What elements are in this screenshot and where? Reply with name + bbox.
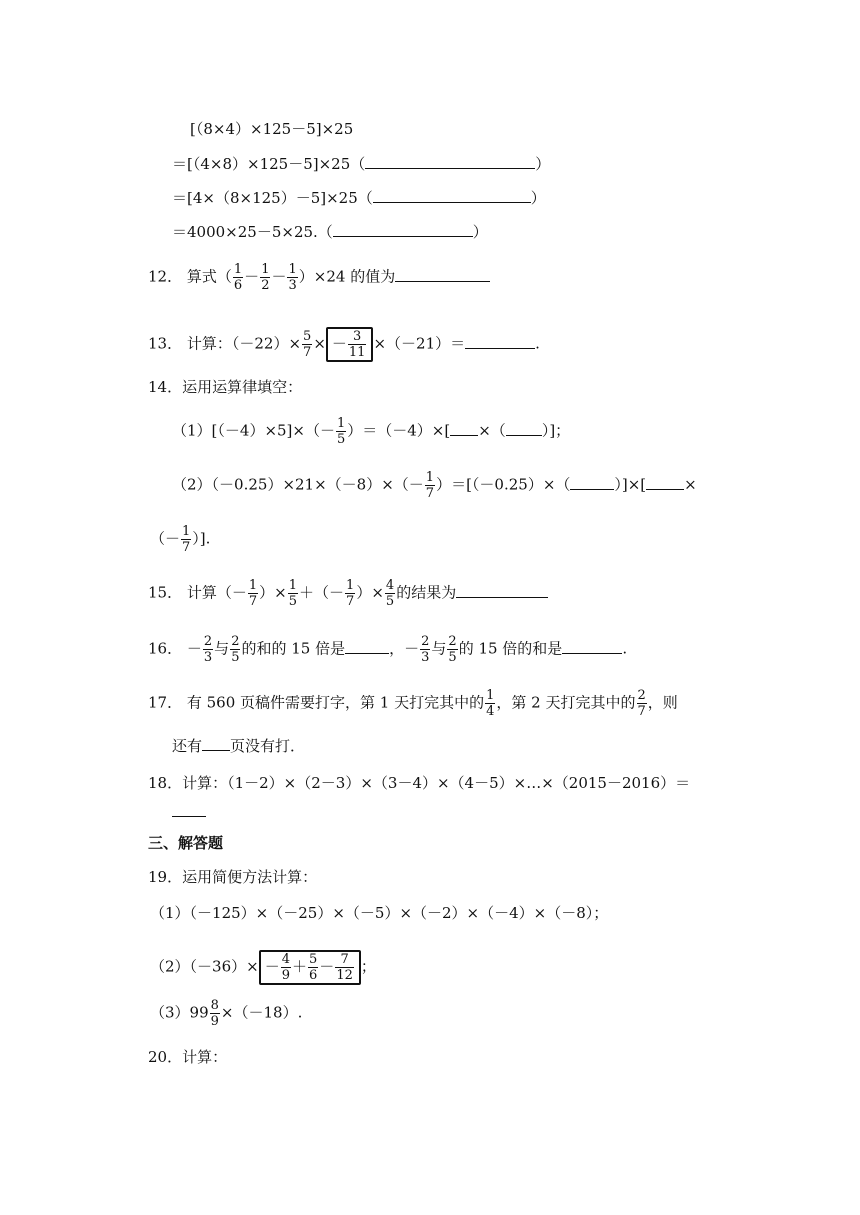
question-16: 16． － $\frac{2}{3}$ 与 $\frac{2}{5}$ 的和的 15 倍是 ，－ $\frac{2}{3}$ 与 $\frac{2}{5}$ 的 15 倍的和是 .	[148, 634, 628, 665]
fraction: $\frac{5}{6}$	[309, 952, 318, 983]
section-heading: 三、解答题	[148, 834, 224, 852]
question-number: 20．	[148, 1048, 183, 1066]
question-text: 算式（	[186, 267, 232, 286]
close-paren: ）	[530, 189, 546, 207]
fraction: $\frac{1}{7}$	[182, 524, 191, 555]
question-text: 计算：（1－2）×（2－3）×（3－4）×（4－5）×…×（2015－2016）＝	[182, 774, 691, 792]
question-12: 12． 算式（ $\frac{1}{6}$ － $\frac{1}{2}$ － $\frac{1}{3}$ ）×24 的值为	[148, 262, 490, 293]
answer-blank[interactable]	[172, 800, 206, 817]
question-15: 15． 计算（－ $\frac{1}{7}$ ）× $\frac{1}{5}$ ＋（－ $\frac{1}{7}$ ）× $\frac{4}{5}$ 的结果为	[148, 578, 548, 609]
question-14	[148, 376, 302, 398]
fraction: $\frac{2}{7}$	[637, 688, 646, 719]
fraction: $\frac{1}{4}$	[486, 688, 495, 719]
fraction: $\frac{8}{9}$	[210, 998, 219, 1029]
answer-blank[interactable]	[202, 734, 230, 751]
question-number: 19．	[148, 868, 183, 886]
question-19-part-3: （3）99 $\frac{8}{9}$ ×（－18）.	[150, 998, 303, 1029]
question-13: 13． 计算：（－22）× $\frac{5}{7}$ × － $\frac{3}{11}$ ×（－21）＝ .	[148, 329, 540, 360]
question-number: 18．	[148, 774, 183, 792]
fraction: $\frac{1}{2}$	[261, 262, 270, 293]
close-paren: ）	[535, 155, 551, 173]
question-14-part-2: （2）（－0.25）×21×（－8）×（－ $\frac{1}{7}$ ）＝[（－0.25）×（ ）]×[ ×	[172, 470, 697, 501]
question-19-part-2: （2）（－36）× － $\frac{4}{9}$ ＋ $\frac{5}{6}$ － $\frac{7}{12}$ ；	[150, 952, 376, 983]
question-14-part-1: （1）[（－4）×5]×（－ $\frac{1}{5}$ ）＝（－4）×[ ×（ ）]；	[172, 416, 571, 447]
question-18	[148, 772, 690, 794]
answer-blank[interactable]	[373, 186, 531, 203]
answer-blank[interactable]	[450, 419, 478, 436]
question-text: 运用简便方法计算：	[182, 868, 318, 886]
answer-blank[interactable]	[456, 581, 548, 598]
intro-line-2-text: ＝[（4×8）×125－5]×25（	[172, 155, 366, 173]
fraction: $\frac{1}{7}$	[346, 578, 355, 609]
intro-line-2	[172, 152, 550, 175]
fraction: $\frac{1}{3}$	[288, 262, 297, 293]
intro-line-1: [（8×4）×125－5]×25	[190, 120, 354, 138]
answer-blank[interactable]	[345, 637, 389, 654]
fraction: $\frac{1}{7}$	[425, 470, 435, 501]
answer-blank[interactable]	[506, 419, 542, 436]
answer-blank[interactable]	[333, 220, 473, 237]
intro-line-4-text: ＝4000×25－5×25.（	[172, 223, 333, 241]
bracket-group: － $\frac{3}{11}$	[326, 327, 374, 362]
fraction: $\frac{3}{11}$	[348, 329, 366, 360]
question-text: ×（－21）＝	[373, 334, 466, 353]
answer-blank[interactable]	[646, 473, 684, 490]
answer-blank[interactable]	[465, 332, 535, 349]
question-18-blank-line	[172, 800, 206, 823]
intro-line-3-text: ＝[4×（8×125）－5]×25（	[172, 189, 373, 207]
question-number: 12．	[148, 267, 183, 286]
fraction: $\frac{4}{5}$	[385, 578, 395, 609]
answer-blank[interactable]	[562, 637, 622, 654]
fraction: $\frac{2}{3}$	[421, 634, 430, 665]
answer-blank[interactable]	[570, 473, 614, 490]
intro-line-4	[172, 220, 488, 243]
question-19-part-1: （1）（－125）×（－25）×（－5）×（－2）×（－4）×（－8）；	[150, 904, 609, 922]
question-number: 16．	[148, 639, 183, 658]
answer-blank[interactable]	[395, 265, 490, 282]
fraction: $\frac{4}{9}$	[281, 952, 290, 983]
question-number: 17．	[148, 693, 183, 712]
fraction: $\frac{1}{5}$	[288, 578, 298, 609]
fraction: $\frac{1}{6}$	[233, 262, 243, 293]
question-19	[148, 866, 317, 888]
question-20	[148, 1046, 227, 1068]
question-number: 15．	[148, 583, 183, 602]
fraction: $\frac{1}{5}$	[336, 416, 346, 447]
fraction: $\frac{1}{7}$	[248, 578, 258, 609]
bracket-group: － $\frac{4}{9}$ ＋ $\frac{5}{6}$ － $\frac{7}{12}$	[259, 950, 361, 985]
close-paren: ）	[472, 223, 488, 241]
fraction: $\frac{2}{5}$	[448, 634, 457, 665]
question-17-cont: 还有 页没有打．	[172, 734, 305, 757]
question-14-part-2-cont: （－ $\frac{1}{7}$ ）].	[150, 524, 211, 555]
question-text: 计算：（－22）×	[186, 334, 302, 353]
question-number: 13．	[148, 334, 183, 353]
fraction: $\frac{2}{5}$	[231, 634, 240, 665]
intro-line-3	[172, 186, 546, 209]
fraction: $\frac{7}{12}$	[336, 952, 353, 983]
question-number: 14．	[148, 378, 183, 396]
question-text: ）×24 的值为	[298, 267, 396, 286]
question-17: 17． 有 560 页稿件需要打字，第 1 天打完其中的 $\frac{1}{4}$ ，第 2 天打完其中的 $\frac{2}{7}$ ，则	[148, 688, 678, 719]
question-text: 运用运算律填空：	[182, 378, 303, 396]
answer-blank[interactable]	[365, 152, 535, 169]
fraction: $\frac{5}{7}$	[303, 329, 312, 360]
question-text: 计算：	[182, 1048, 228, 1066]
fraction: $\frac{2}{3}$	[203, 634, 213, 665]
